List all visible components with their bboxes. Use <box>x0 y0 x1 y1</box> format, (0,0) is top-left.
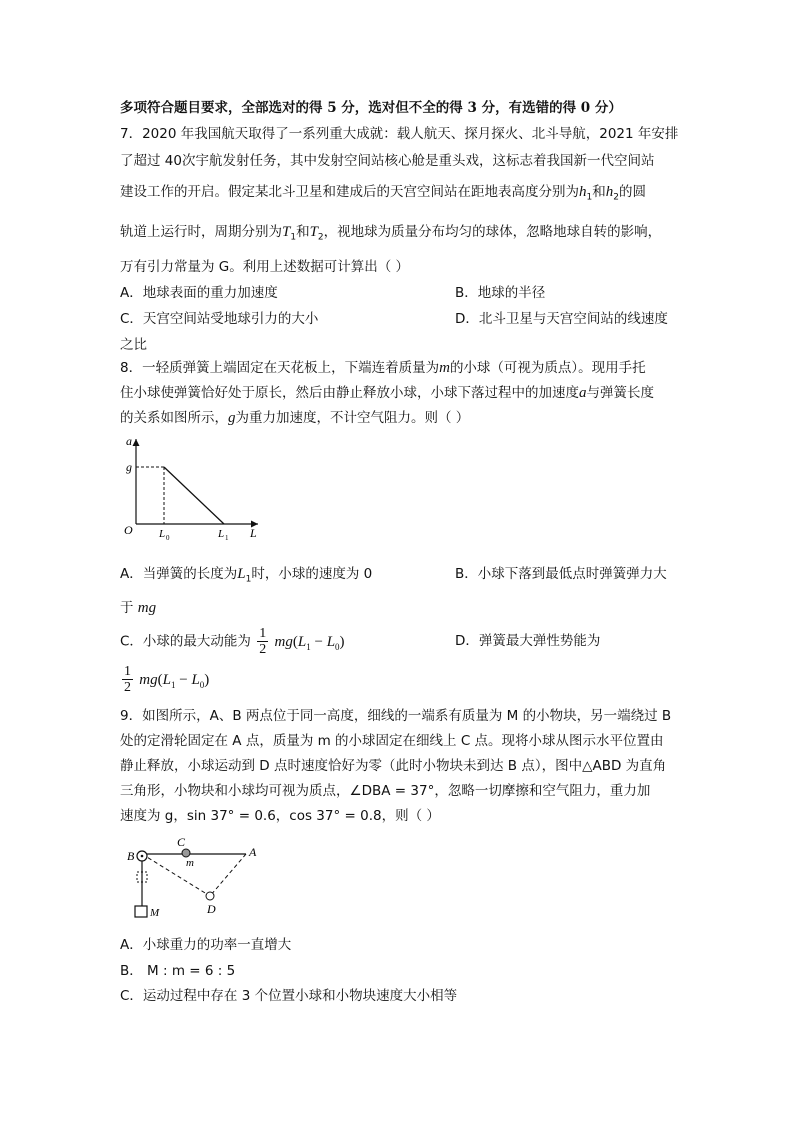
y-axis-label: a <box>126 434 132 448</box>
acceleration-line <box>164 467 224 524</box>
q9-line-2: 处的定滑轮固定在 A 点，质量为 m 的小球固定在细线上 C 点。现将小球从图示水平位置由 <box>120 733 664 749</box>
q7-option-a: A．地球表面的重力加速度 <box>120 285 278 301</box>
q7-option-c: C．天宫空间站受地球引力的大小 <box>120 311 319 327</box>
dashed-BD <box>142 854 210 896</box>
q9-line-3: 静止释放，小球运动到 D 点时速度恰好为零（此时小物块未到达 B 点），图中△ABD 为直角 <box>120 758 667 774</box>
g-label: g <box>126 460 132 474</box>
dashed-AD <box>210 854 246 896</box>
L0-label: L <box>159 528 166 540</box>
q8-option-b-cont: 于 mg <box>120 600 157 616</box>
section-header: 多项符合题目要求，全部选对的得 5 分，选对但不全的得 3 分，有选错的得 0 分） <box>120 100 622 116</box>
L1-label: L <box>218 528 225 540</box>
q8-line-3: 的关系如图所示，g为重力加速度，不计空气阻力。则（ ） <box>120 410 470 426</box>
q8-option-a: A．当弹簧的长度为$L_1$时，小球的速度为 0 <box>120 566 373 585</box>
pulley-axle <box>141 855 144 858</box>
q7-option-b: B．地球的半径 <box>455 285 546 301</box>
ball-C <box>182 849 190 857</box>
q8-option-c: C．小球的最大动能为 $\frac{1}{2}$ $mg(L_1 - L_0)$ <box>120 626 345 657</box>
fraction-one-half: $\frac{1}{2}$ <box>124 664 131 695</box>
q7-line-1: 7．2020 年我国航天取得了一系列重大成就：载人航天、探月探火、北斗导航，2021 年安排 <box>120 126 679 142</box>
q9-option-c: C．运动过程中存在 3 个位置小球和小物块速度大小相等 <box>120 988 458 1004</box>
x-axis-label: L <box>250 526 257 540</box>
q8-line-2: 住小球使弹簧恰好处于原长，然后由静止释放小球，小球下落过程中的加速度a与弹簧长度 <box>120 385 654 401</box>
q7-option-d-cont: 之比 <box>120 337 147 353</box>
L1-sub: 1 <box>225 534 229 541</box>
label-B: B <box>127 849 135 863</box>
q8-line-1: 8．一轻质弹簧上端固定在天花板上，下端连着质量为m的小球（可视为质点）。现用手托 <box>120 360 646 376</box>
q7-line-2: 了超过 40次宇航发射任务，其中发射空间站核心舱是重头戏，这标志着我国新一代空间站 <box>120 153 655 169</box>
q9-line-1: 9．如图所示，A、B 两点位于同一高度，细线的一端系有质量为 M 的小物块，另一端绕过 B <box>120 708 672 724</box>
pulley-figure <box>118 832 263 920</box>
q7-line-4: 轨道上运行时，周期分别为$T_1$和$T_2$，视地球为质量分布均匀的球体，忽略地球自转的影响， <box>120 224 662 243</box>
label-C: C <box>177 835 186 849</box>
q8-option-b: B．小球下落到最低点时弹簧弹力大 <box>455 566 667 582</box>
label-m: m <box>186 857 194 869</box>
L0-sub: 0 <box>166 534 170 541</box>
q8-option-d: D．弹簧最大弹性势能为 <box>455 633 601 649</box>
label-D: D <box>207 902 216 916</box>
acceleration-length-graph <box>118 433 268 541</box>
q9-line-4: 三角形，小物块和小球均可视为质点，∠DBA = 37°，忽略一切摩擦和空气阻力，重力加 <box>120 783 651 799</box>
origin-label: O <box>124 523 133 537</box>
q8-option-d-expr: $\frac{1}{2}$ $mg(L_1 - L_0)$ <box>124 664 210 695</box>
q7-option-d: D．北斗卫星与天宫空间站的线速度 <box>455 311 668 327</box>
q7-line-5: 万有引力常量为 G。利用上述数据可计算出（ ） <box>120 259 410 275</box>
block-M <box>135 906 147 917</box>
label-M: M <box>150 907 160 919</box>
q9-line-5: 速度为 g，sin 37° = 0.6，cos 37° = 0.8，则（ ） <box>120 808 440 824</box>
q9-option-b: B． M : m = 6 : 5 <box>120 963 236 979</box>
ball-D <box>206 892 214 900</box>
q7-line-3: 建设工作的开启。假定某北斗卫星和建成后的天宫空间站在距地表高度分别为$h_1$和$h_2$的圆 <box>120 184 646 203</box>
q9-option-a: A．小球重力的功率一直增大 <box>120 937 292 953</box>
fraction-one-half: $\frac{1}{2}$ <box>259 626 267 657</box>
label-A: A <box>249 845 257 859</box>
